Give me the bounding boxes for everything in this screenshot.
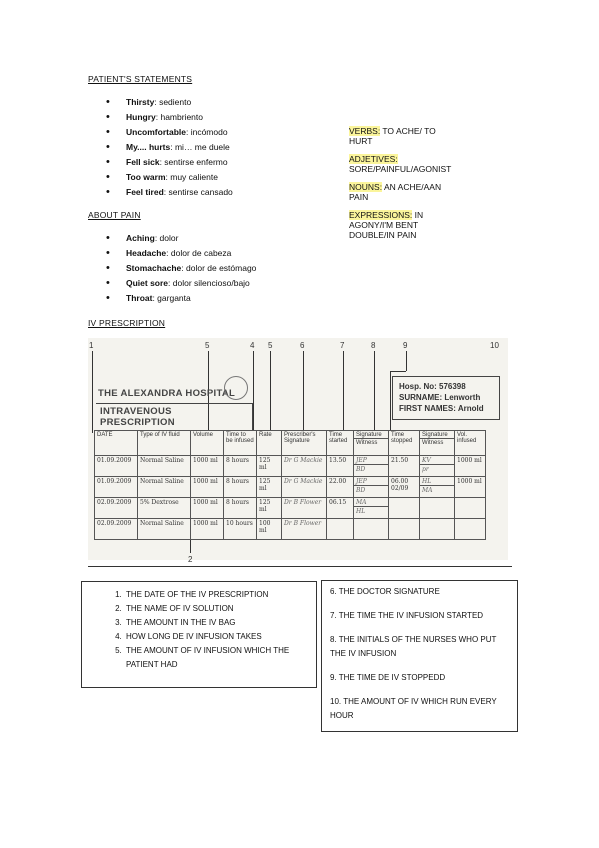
cell-started: 13.50 (327, 456, 354, 477)
list-item: 10. THE AMOUNT OF IV WHICH RUN EVERY HOUR (330, 697, 497, 720)
callout-number: 2 (188, 555, 193, 564)
patient-id-box (392, 376, 500, 420)
list-item: • Hungry: hambriento (104, 110, 233, 125)
cell-fluid: Normal Saline (138, 477, 191, 498)
cell-signature: Dr G Mackie (282, 477, 327, 498)
list-item: • Feel tired: sentirse cansado (104, 185, 233, 200)
patient-statements-list (104, 95, 233, 200)
list-item: • Too warm: muy caliente (104, 170, 233, 185)
list-item: 4. HOW LONG DE IV INFUSION TAKES (124, 630, 316, 644)
prescription-table (94, 430, 486, 540)
about-pain-heading: ABOUT PAIN (88, 210, 141, 220)
cell-signature: Dr G Mackie (282, 456, 327, 477)
form-title: INTRAVENOUS PRESCRIPTION (96, 403, 253, 431)
note-nouns: NOUNS: AN ACHE/AAN PAIN (349, 182, 442, 202)
cell-volume: 1000 ml (191, 477, 224, 498)
cell-stopped (389, 498, 420, 519)
patient-statements-heading: PATIENT'S STATEMENTS (88, 74, 193, 84)
callout-number: 10 (490, 341, 499, 350)
list-item: 3. THE AMOUNT IN THE IV BAG (124, 616, 316, 630)
cell-rate: 125 ml (257, 498, 282, 519)
list-item: • Thirsty: sediento (104, 95, 233, 110)
column-header: Vol. infused (455, 431, 486, 456)
list-item: • Fell sick: sentirse enfermo (104, 155, 233, 170)
cell-rate: 125 ml (257, 477, 282, 498)
note-adjectives: ADJETIVES: SORE/PAINFUL/AGONIST (349, 154, 452, 174)
callout-number: 4 (250, 341, 255, 350)
callout-number: 7 (340, 341, 345, 350)
callout-line (343, 351, 344, 431)
callout-number: 5 (268, 341, 273, 350)
table-row (95, 477, 486, 498)
cell-rate: 100 ml (257, 519, 282, 540)
list-item: 6. THE DOCTOR SIGNATURE (330, 587, 440, 596)
cell-vol-infused: 1000 ml (455, 456, 486, 477)
cell-volume: 1000 ml (191, 456, 224, 477)
cell-vol-infused (455, 519, 486, 540)
callout-number: 6 (300, 341, 305, 350)
callout-line (303, 351, 304, 431)
cell-vol-infused: 1000 ml (455, 477, 486, 498)
list-item: • Stomachache: dolor de estómago (104, 261, 256, 276)
list-item: 2. THE NAME OF IV SOLUTION (124, 602, 316, 616)
cell-vol-infused (455, 498, 486, 519)
cell-started: 06.15 (327, 498, 354, 519)
list-item: • Quiet sore: dolor silencioso/bajo (104, 276, 256, 291)
cell-volume: 1000 ml (191, 519, 224, 540)
cell-nurse-signature: HL MA (420, 477, 455, 498)
table-row (95, 456, 486, 477)
table-header-row (95, 431, 486, 456)
callout-number: 9 (403, 341, 408, 350)
column-header: Type of IV fluid (138, 431, 191, 456)
cell-started: 22.00 (327, 477, 354, 498)
cell-stopped: 21.50 (389, 456, 420, 477)
cell-time: 8 hours (224, 498, 257, 519)
cell-date: 02.09.2009 (95, 519, 138, 540)
list-item: • My.... hurts: mi… me duele (104, 140, 233, 155)
cell-started (327, 519, 354, 540)
table-row (95, 498, 486, 519)
list-item: 8. THE INITIALS OF THE NURSES WHO PUT THE IV INFUSION (330, 635, 497, 658)
hospital-number: Hosp. No: 576398 (399, 382, 466, 391)
list-item: • Headache: dolor de cabeza (104, 246, 256, 261)
column-header: Volume (191, 431, 224, 456)
cell-nurse-signature (420, 519, 455, 540)
callout-number: 5 (205, 341, 210, 350)
cell-time: 10 hours (224, 519, 257, 540)
column-header: Time stopped (389, 431, 420, 456)
list-item: 5. THE AMOUNT OF IV INFUSION WHICH THE PATIENT HAD (124, 644, 316, 672)
cell-signature: Dr B Flower (282, 498, 327, 519)
left-legend-box (81, 581, 317, 688)
list-item: 9. THE TIME DE IV STOPPEDD (330, 673, 446, 682)
cell-date: 01.09.2009 (95, 456, 138, 477)
cell-stopped (389, 519, 420, 540)
grammar-notes (349, 126, 459, 248)
list-item: 7. THE TIME THE IV INFUSION STARTED (330, 611, 484, 620)
column-header: Time started (327, 431, 354, 456)
cell-time: 8 hours (224, 477, 257, 498)
list-item: 1. THE DATE OF THE IV PRESCRIPTION (124, 588, 316, 602)
callout-line (406, 351, 407, 371)
list-item: • Aching: dolor (104, 231, 256, 246)
cell-nurse-signature: JEP BD (354, 456, 389, 477)
callout-number: 1 (89, 341, 94, 350)
hospital-logo-icon (224, 376, 248, 400)
cell-date: 02.09.2009 (95, 498, 138, 519)
patient-first-names: FIRST NAMES: Arnold (399, 404, 484, 413)
table-row (95, 519, 486, 540)
column-header: Prescriber's Signature (282, 431, 327, 456)
about-pain-list (104, 231, 256, 306)
note-verbs: VERBS: TO ACHE/ TO HURT (349, 126, 436, 146)
column-header: DATE (95, 431, 138, 456)
cell-time: 8 hours (224, 456, 257, 477)
divider (88, 566, 512, 567)
cell-fluid: Normal Saline (138, 519, 191, 540)
callout-number: 8 (371, 341, 376, 350)
column-header: Signature Witness (420, 431, 455, 456)
cell-date: 01.09.2009 (95, 477, 138, 498)
iv-prescription-heading: IV PRESCRIPTION (88, 318, 166, 328)
cell-fluid: Normal Saline (138, 456, 191, 477)
callout-line (390, 371, 391, 431)
cell-nurse-signature (420, 498, 455, 519)
column-header: Rate (257, 431, 282, 456)
cell-rate: 125 ml (257, 456, 282, 477)
column-header: Signature Witness (354, 431, 389, 456)
hospital-name: THE ALEXANDRA HOSPITAL (98, 388, 236, 399)
callout-line (390, 371, 406, 372)
patient-surname: SURNAME: Lenworth (399, 393, 481, 402)
cell-nurse-signature (354, 519, 389, 540)
callout-line (374, 351, 375, 431)
callout-line (92, 351, 93, 433)
right-legend-box (321, 580, 518, 732)
list-item: • Uncomfortable: incómodo (104, 125, 233, 140)
cell-volume: 1000 ml (191, 498, 224, 519)
callout-line (270, 351, 271, 431)
cell-signature: Dr B Flower (282, 519, 327, 540)
cell-nurse-signature: JEP BD (354, 477, 389, 498)
list-item: • Throat: garganta (104, 291, 256, 306)
note-expressions: EXPRESSIONS: IN AGONY/I'M BENT DOUBLE/IN PAIN (349, 210, 424, 240)
cell-nurse-signature: KV pr (420, 456, 455, 477)
cell-stopped: 06.00 02/09 (389, 477, 420, 498)
cell-nurse-signature: MA HL (354, 498, 389, 519)
callout-line (253, 351, 254, 431)
cell-fluid: 5% Dextrose (138, 498, 191, 519)
column-header: Time to be infused (224, 431, 257, 456)
